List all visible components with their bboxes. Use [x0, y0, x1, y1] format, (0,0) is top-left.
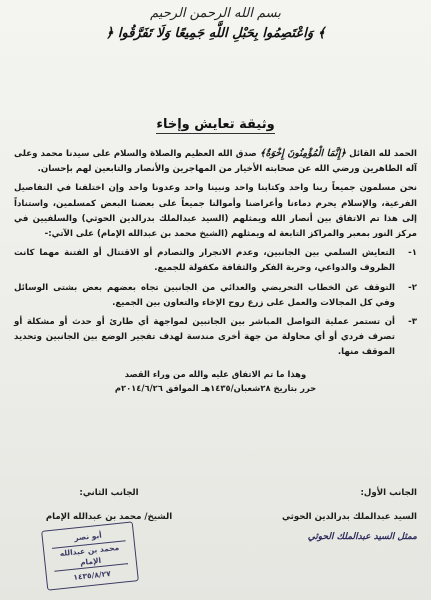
official-stamp — [41, 521, 139, 590]
item-number: ١- — [408, 248, 417, 259]
intro-quote: ﴿إِنَّمَا الْمُؤْمِنُونَ إِخْوَةٌ﴾ — [259, 148, 346, 159]
stamp-line-2: محمد بن عبدالله الإمام — [52, 540, 128, 572]
basmala-heading: بسم الله الرحمن الرحيم — [150, 6, 281, 21]
item-text: التوقف عن الخطاب التحريضي والعدائي من الجانبين تجاه بعضهم بعض بشتى الوسائل وفي كل المجالات والعمل على زرع روح الإخاء والتعاون بين الجميع. — [14, 282, 395, 308]
signatures-section — [14, 488, 417, 598]
handwritten-signature: ممثل السيد عبدالملك الحوثي — [307, 532, 417, 542]
document-body — [14, 146, 417, 395]
closing-block — [14, 367, 417, 395]
intro-before-quote: الحمد لله القائل — [349, 149, 417, 159]
side-one-name: السيد عبدالملك بدرالدين الحوثي — [281, 512, 417, 522]
agreement-item-1 — [14, 246, 417, 276]
agreement-item-2 — [14, 281, 417, 311]
side-one — [227, 488, 417, 542]
item-number: ٢- — [408, 282, 417, 293]
stamp-line-1: أبو نصر — [73, 530, 103, 543]
item-text: أن تستمر عملية التواصل المباشر بين الجانبين لمواجهة أي طارئ أو حدث أو مشكلة أو تصرف فردي أو أي محاولة من جهة أخرى مندسة لهدف تفجير الوضع بين الجانبين وتحديد الموقف منها. — [14, 317, 395, 358]
item-text: التعايش السلمي بين الجانبين، وعدم الانجرار والتصادم أو الاقتتال أو الفتنة مهما كانت الظروف والدواعي، وحرية الفكر والثقافة مكفولة للجميع. — [14, 248, 395, 274]
side-one-title: الجانب الأول: — [360, 488, 417, 498]
stamp-line-3: ١٤٣٥/٨/٢٧ — [72, 568, 112, 582]
quran-verse: ﴿ وَاعْتَصِمُوا بِحَبْلِ اللَّهِ جَمِيعًا وَلَا تَفَرَّقُوا ﴾ — [105, 26, 326, 41]
date-line: حرر بتاريخ ٢٨شعبان/١٤٣٥هـ الموافق ٢٠١٤/٦/٢٦م — [114, 382, 317, 393]
document-title-text: وثيقة تعايش وإخاء — [156, 117, 275, 132]
document-title — [0, 117, 431, 132]
intro-paragraph — [14, 146, 417, 177]
main-paragraph: نحن مسلمون جميعاً ربنا واحد وكتابنا واحد ونبينا واحد وعدونا واحد وإن اختلفنا في التفاصيل الفرعية، والإسلام يحرم دماءنا وأعراضنا وأموالنا جميعاً على بعضنا البعض كمسلمين، واستناداً إلى هذا تم الاتفاق بين أنصار الله ويمثلهم (السيد عبدالملك بدرالدين الحوثي) والسلفيين في مركز النور بمعبر والمراكز التابعة له ويمثلهم (الشيخ محمد بن عبدالله الإمام) على الآتي:- — [14, 183, 417, 240]
intro-after-quote: صدق الله العظيم والصلاة والسلام على سيدنا محمد وعلى آله الطاهرين ورضي الله عن صحابته الأخيار من المهاجرين والأنصار والتابعين لهم بإحسان. — [14, 149, 417, 175]
item-number: ٣- — [408, 317, 417, 328]
agreement-item-3 — [14, 315, 417, 361]
side-two — [14, 488, 204, 522]
side-two-title: الجانب الثاني: — [79, 488, 139, 498]
side-two-name: الشيخ/ محمد بن عبدالله الإمام — [45, 512, 173, 522]
closing-line: وهذا ما تم الاتفاق عليه والله من وراء القصد — [124, 368, 307, 379]
